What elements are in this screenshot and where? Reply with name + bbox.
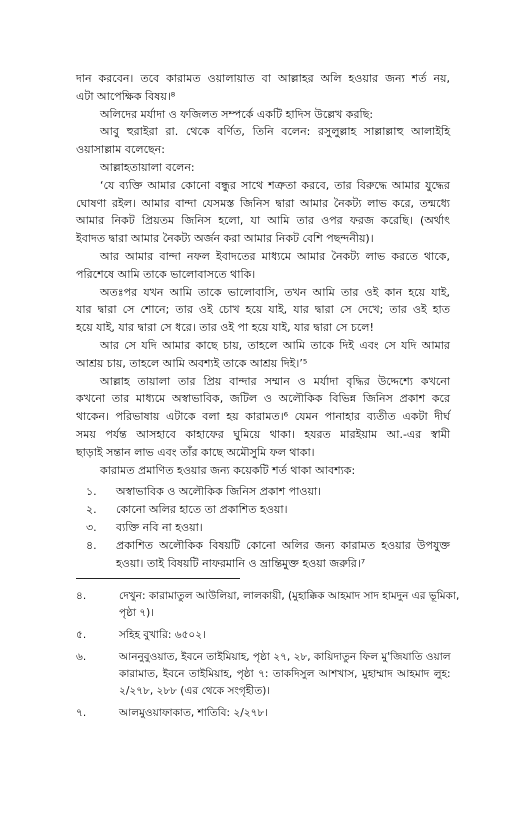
list-item-text: হওয়া। তাই বিষয়টি নাফরমানি ও ভ্রান্তিমুক্ত হওয়া জরুরি।⁷ [116, 556, 366, 570]
list-item-text: ব্যক্তি নবি না হওয়া। [116, 520, 203, 534]
list-item-text: প্রকাশিত অলৌকিক বিষয়টি কোনো অলির জন্য কারামত হওয়ার উপযুক্ত [116, 538, 450, 552]
footnote-divider [76, 578, 240, 579]
list-item [76, 483, 450, 501]
list-item-text: অস্বাভাবিক ও অলৌকিক জিনিস প্রকাশ পাওয়া। [116, 485, 322, 499]
body-line: ছাড়াই সন্তান লাভ এবং তাঁর কাছে অমৌসুমি ফল থাকা। [76, 445, 315, 459]
body-line: আল্লাহতায়ালা বলেন: [100, 160, 195, 174]
body-line: এটা আপেক্ষিক বিষয়।⁸ [76, 89, 176, 103]
footnote [76, 627, 450, 644]
footnote-text: আলমুওয়াফাকাত, শাতিবি: ২/২৭৮। [119, 707, 268, 719]
footnote [76, 588, 460, 622]
body-line: আর সে যদি আমার কাছে চায়, তাহলে আমি তাকে দিই এবং সে যদি আমার [100, 338, 450, 352]
body-line: অতঃপর যখন আমি তাকে ভালোবাসি, তখন আমি তার ওই কান হয়ে যাই, [100, 285, 450, 299]
list-item-number: ৩. [86, 520, 97, 534]
list-item [76, 537, 450, 573]
body-line: ওয়াসাল্লাম বলেছেন: [76, 143, 165, 157]
list-item-text: কোনো অলির হাতে তা প্রকাশিত হওয়া। [116, 503, 288, 517]
body-line: পরিশেষে আমি তাকে ভালোবাসতে থাকি। [76, 267, 256, 281]
body-line: থাকেন। পরিভাষায় এটাকে বলা হয় কারামত।⁶ যেমন পানাহার ব্যতীত একটা দীর্ঘ [76, 410, 450, 424]
page-body [76, 70, 450, 572]
body-line: হয়ে যাই, যার দ্বারা সে ধরে। তার ওই পা হয়ে যাই, যার দ্বারা সে চলে! [76, 321, 374, 335]
footnote-number: ৬. [76, 651, 87, 663]
footnote-text: কারামাত, ইবনে তাইমিয়াহ, পৃষ্ঠা ৭: তাকদিসুল আশখাস, মুহাম্মাদ আহমাদ লুহ: [119, 668, 451, 680]
body-line: আবু হুরাইরা রা. থেকে বর্ণিত, তিনি বলেন: রসুলুল্লাহ সাল্লাল্লাহু আলাইহি [100, 125, 450, 139]
body-line: ‘যে ব্যক্তি আমার কোনো বন্ধুর সাথে শত্রুতা করবে, তার বিরুদ্ধে আমার যুদ্ধের [100, 178, 450, 192]
list-item [76, 519, 450, 537]
footnote [76, 649, 450, 700]
footnote-text: সহিহ বুখারি: ৬৫০২। [119, 629, 206, 641]
list-item-number: ৪. [86, 538, 97, 552]
footnote-number: ৫. [76, 629, 87, 641]
footnote-text: পৃষ্ঠা ৭)। [119, 607, 155, 619]
body-line: কখনো তার মাধ্যমে অস্বাভাবিক, জটিল ও অলৌকিক বিভিন্ন জিনিস প্রকাশ করে [76, 392, 450, 406]
body-line: ইবাদত দ্বারা আমার নৈকট্য অর্জন করা আমার নিকট বেশি পছন্দনীয়)। [76, 232, 374, 246]
body-line: আল্লাহ তায়ালা তার প্রিয় বান্দার সম্মান ও মর্যাদা বৃদ্ধির উদ্দেশ্যে কখনো [100, 374, 450, 388]
footnote-text: দেখুন: কারামাতুল আউলিয়া, লালকায়ী, (মুহাক্কিক আহমাদ সাদ হামদুন এর ভূমিকা, [119, 590, 460, 602]
list-item-number: ১. [86, 485, 97, 499]
body-line: কারামত প্রমাণিত হওয়ার জন্য কয়েকটি শর্ত থাকা আবশ্যক: [100, 463, 356, 477]
body-line: সময় পর্যন্ত আসহাবে কাহাফের ঘুমিয়ে থাকা। হযরত মারইয়াম আ.-এর স্বামী [76, 427, 450, 441]
conditions-list [76, 483, 450, 572]
body-line: আমার নিকট প্রিয়তম জিনিস হলো, যা আমি তার ওপর ফরজ করেছি। (অর্থাৎ [76, 214, 450, 228]
body-line: আশ্রয় চায়, তাহলে আমি অবশ্যই তাকে আশ্রয় দিই।’⁵ [76, 356, 308, 370]
list-item [76, 501, 450, 519]
body-line: ঘোষণা রইল। আমার বান্দা যেসমস্ত জিনিস দ্বারা আমার নৈকট্য লাভ করে, তন্মধ্যে [76, 196, 450, 210]
footnote [76, 705, 450, 722]
footnote-number: ৪. [76, 590, 87, 602]
body-line: যার দ্বারা সে শোনে; তার ওই চোখ হয়ে যাই, যার দ্বারা সে দেখে; তার ওই হাত [76, 303, 450, 317]
footnote-text: ২/২৭৮, ২৮৮ (এর থেকে সংগৃহীত)। [119, 685, 271, 697]
body-line: আর আমার বান্দা নফল ইবাদতের মাধ্যমে আমার নৈকট্য লাভ করতে থাকে, [100, 249, 450, 263]
footnote-text: আননুবুওয়াত, ইবনে তাইমিয়াহ, পৃষ্ঠা ২৭, ২৮, কায়িদাতুন ফিল মু'জিযাতি ওয়াল [119, 651, 451, 663]
footnotes [76, 588, 460, 727]
list-item-number: ২. [86, 503, 97, 517]
footnote-number: ৭. [76, 707, 87, 719]
body-line: অলিদের মর্যাদা ও ফজিলত সম্পর্কে একটি হাদিস উল্লেখ করছি: [100, 107, 374, 121]
body-line: দান করবেন। তবে কারামত ওয়ালায়াত বা আল্লাহর অলি হওয়ার জন্য শর্ত নয়, [76, 72, 450, 85]
